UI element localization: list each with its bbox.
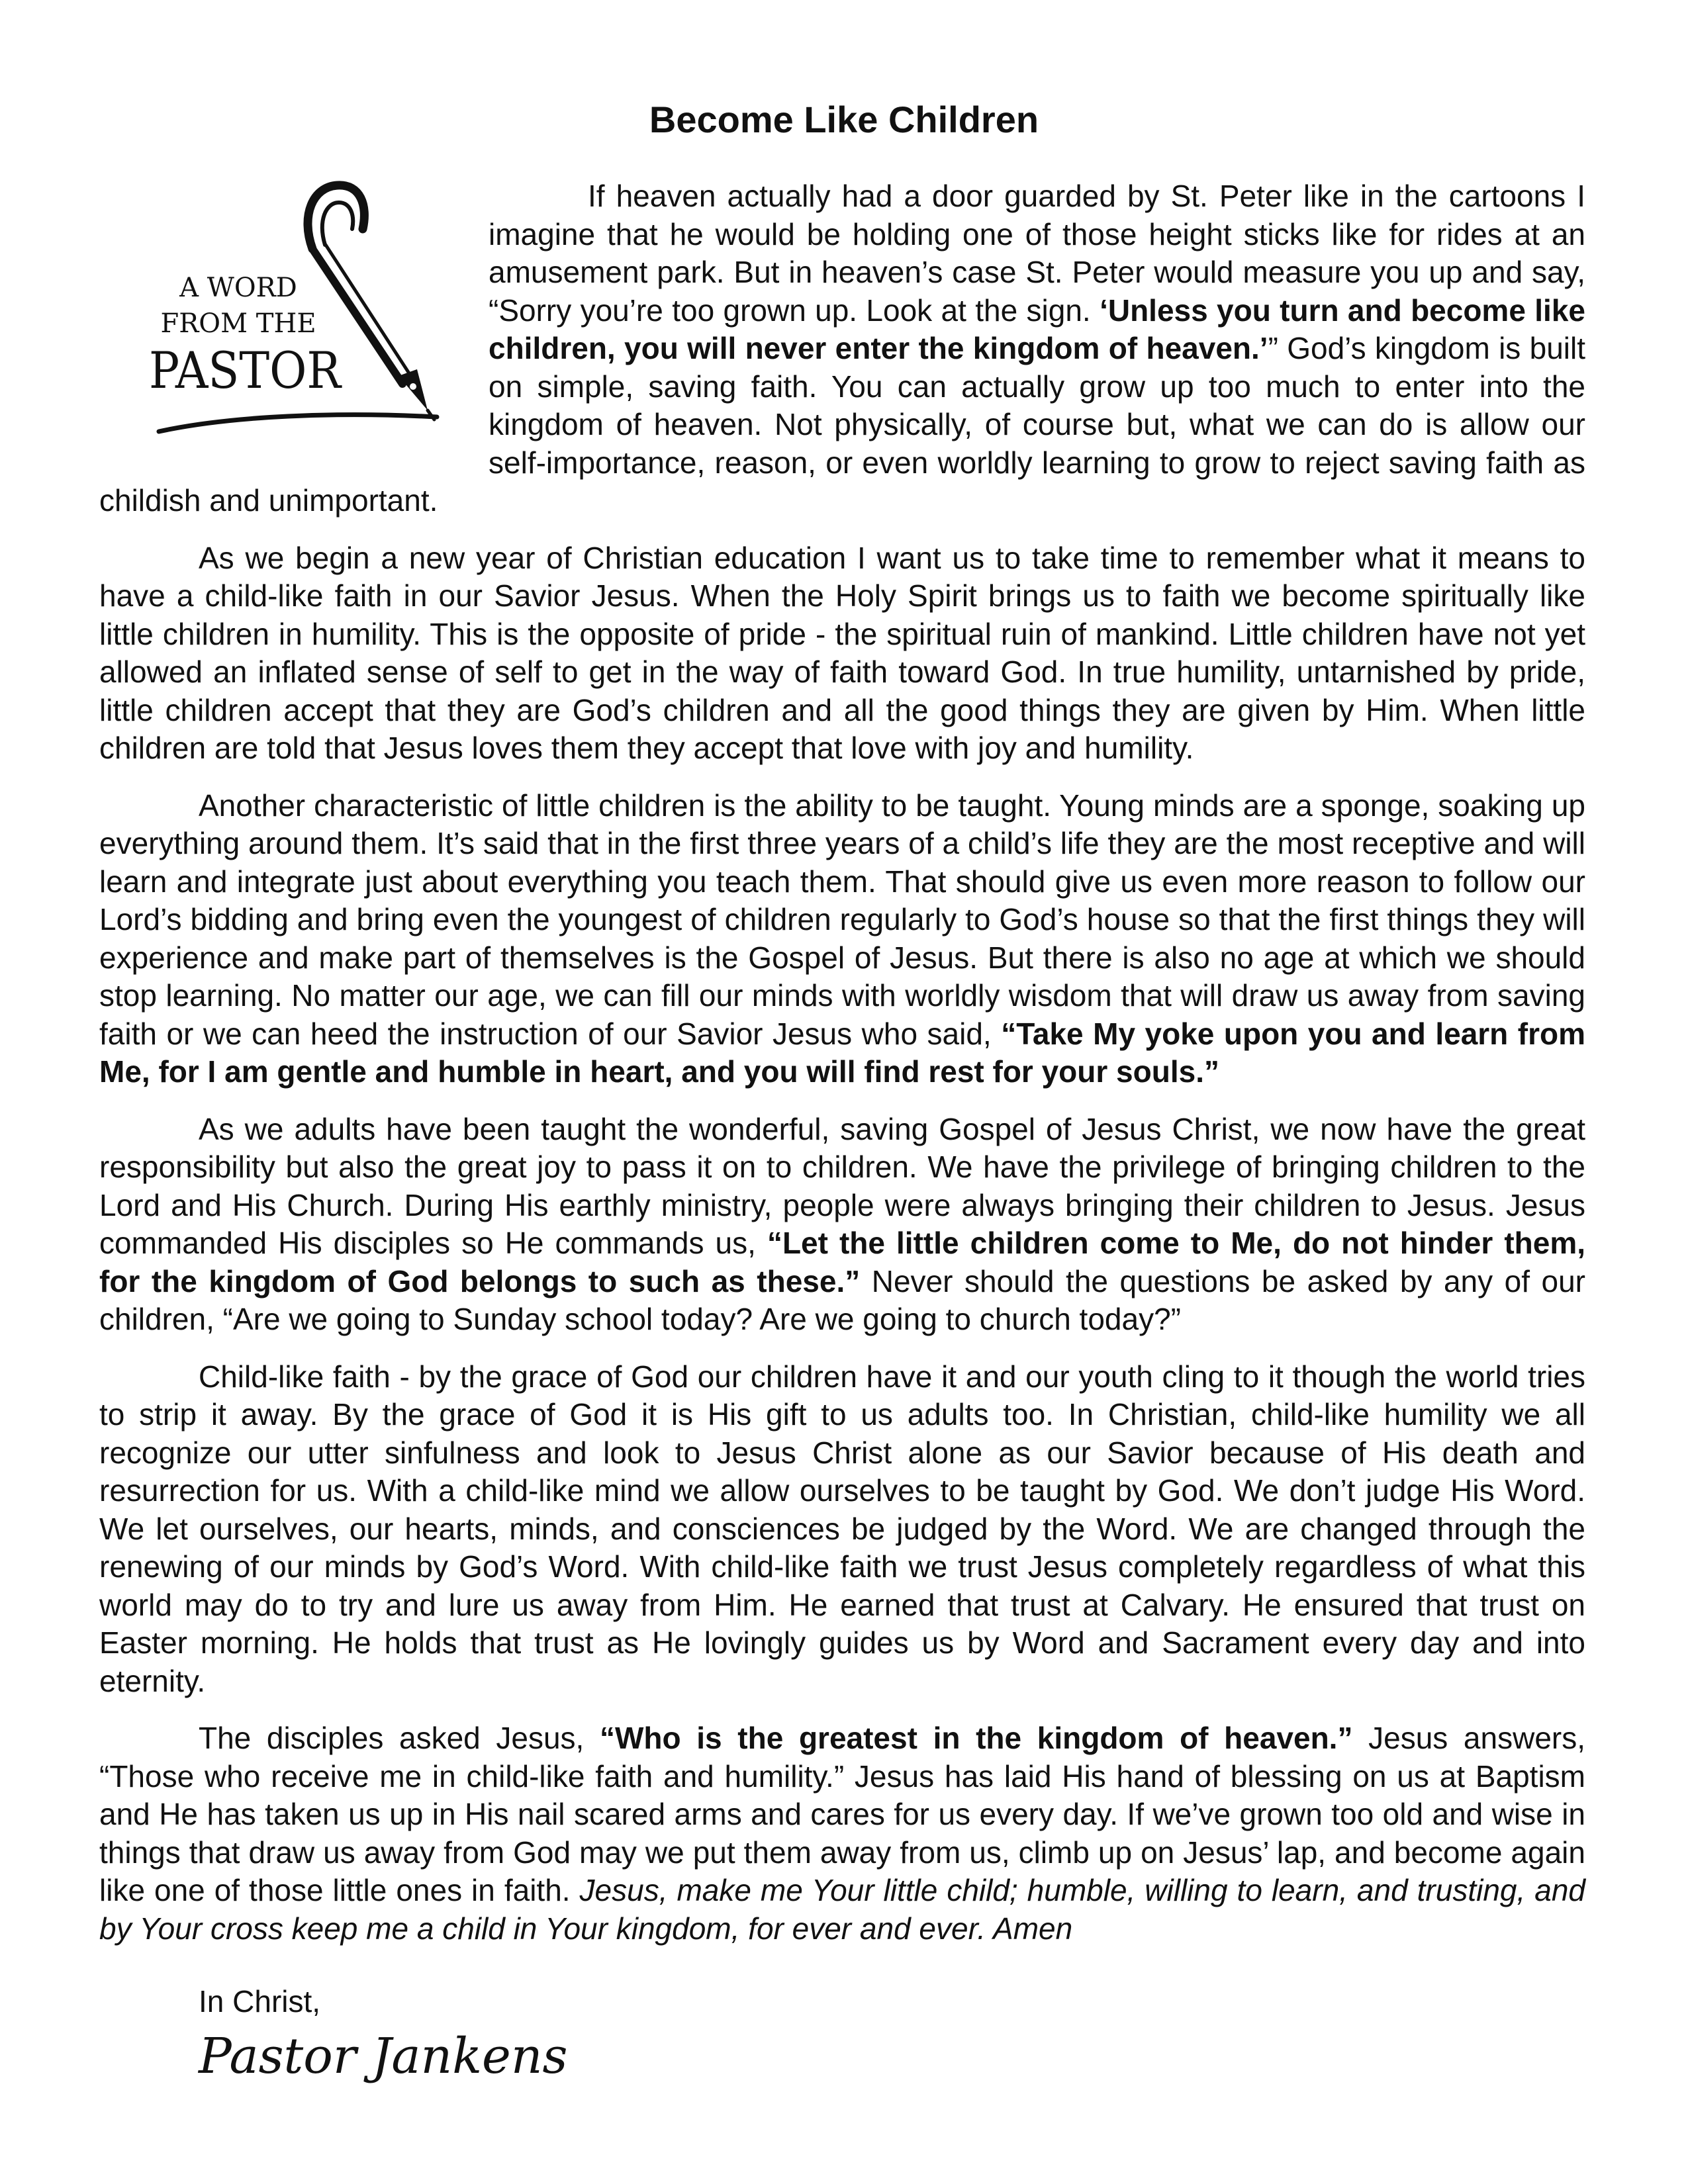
paragraph-6-bold-quote: “Who is the greatest in the kingdom of heaven.” xyxy=(600,1721,1353,1755)
paragraph-1-text-a: If heaven actually had a door guarded by St. Peter like in the cartoons I imagine that he would be holding one of those height sticks like for rides at an amusement park. But in heaven’s case St. Peter would measure you up and say, “Sorry you’re too grown up. Look at the sign. xyxy=(489,179,1585,328)
paragraph-3 xyxy=(99,787,1585,1091)
paragraph-5 xyxy=(99,1358,1585,1701)
paragraph-1-text-b: ” God’s kingdom is built on simple, saving faith. You can actually grow up too much to enter into the kingdom of heaven. Not physically, of course but, what we can do is allow our self-importance, reason, or even worldly learning to grow to reject saving faith as childish and unimportant. xyxy=(99,331,1586,518)
paragraph-3-bold-quote: “Take My yoke upon you and learn from Me, for I am gentle and humble in heart, and you will find rest for your souls.” xyxy=(99,1016,1586,1089)
logo-line-3: PASTOR xyxy=(149,341,343,400)
article-title: Become Like Children xyxy=(649,99,1039,140)
paragraph-1-bold-quote: ‘Unless you turn and become like children, you will never enter the kingdom of heaven.’ xyxy=(489,293,1585,365)
paragraph-6 xyxy=(99,1719,1585,1948)
paragraph-2-text: As we begin a new year of Christian education I want us to take time to remember what it means to have a child-like faith in our Savior Jesus. When the Holy Spirit brings us to faith we become spiritually like little children in humility. This is the opposite of pride - the spiritual ruin of mankind. Little children have not yet allowed an inflated sense of self to get in the way of faith toward God. In true humility, untarnished by pride, little children accept that they are God’s children and all the good things they are given by Him. When little children are told that Jesus loves them they accept that love with joy and humility. xyxy=(99,540,1585,765)
paragraph-4-text-b: Never should the questions be asked by any of our children, “Are we going to Sunday school today? Are we going to church today?” xyxy=(99,1263,1585,1336)
logo-line-1: A WORD xyxy=(179,273,297,303)
paragraph-6-prayer: Jesus, make me Your little child; humble, willing to learn, and trusting, and by Your cross keep me a child in Your kingdom, for ever and ever. Amen xyxy=(99,1873,1585,1946)
closing-salutation: In Christ, xyxy=(199,1984,321,2019)
paragraph-6-text-a: The disciples asked Jesus, xyxy=(199,1721,600,1755)
paragraph-5-text: Child-like faith - by the grace of God our children have it and our youth cling to it though the world tries to strip it away. By the grace of God it is His gift to us adults too. In Christian, child-like humility we all recognize our utter sinfulness and look to Jesus Christ alone as our Savior because of His death and resurrection for us. With a child-like mind we allow ourselves to be taught by God. We don’t judge His Word. We let ourselves, our hearts, minds, and consciences be judged by the Word. We are changed through the renewing of our minds by God’s Word. With child-like faith we trust Jesus completely regardless of what this world may do to try and lure us away from Him. He earned that trust at Calvary. He ensured that trust on Easter morning. He holds that trust as He lovingly guides us by Word and Sacrament every day and into eternity. xyxy=(99,1359,1585,1698)
word-from-the-pastor-logo xyxy=(139,177,470,455)
logo-line-2: FROM THE xyxy=(160,308,316,339)
paragraph-3-text: Another characteristic of little children is the ability to be taught. Young minds are a sponge, soaking up everything around them. It’s said that in the first three years of a child’s life they are the most receptive and will learn and integrate just about everything you teach them. That should give us even more reason to follow our Lord’s bidding and bring even the youngest of children regularly to God’s house so that the first things they will experience and make part of themselves is the Gospel of Jesus. But there is also no age at which we should stop learning. No matter our age, we can fill our minds with worldly wisdom that will draw us away from saving faith or we can heed the instruction of our Savior Jesus who said, xyxy=(99,788,1585,1051)
pastor-signature: Pastor Jankens xyxy=(199,2028,568,2085)
paragraph-2 xyxy=(99,539,1585,768)
paragraph-6-text-b: Jesus answers, “Those who receive me in child-like faith and humility.” Jesus has laid His hand of blessing on us at Baptism and He has taken us up in His nail scared arms and cares for us every day. If we’ve grown too old and wise in things that draw us away from God may we put them away from us, climb up on Jesus’ lap, and become again like one of those little ones in faith. xyxy=(99,1721,1585,1907)
article-body xyxy=(99,177,1585,1967)
paragraph-4 xyxy=(99,1111,1585,1339)
paragraph-4-bold-quote: “Let the little children come to Me, do not hinder them, for the kingdom of God belongs to such as these.” xyxy=(99,1226,1585,1298)
paragraph-4-text-a: As we adults have been taught the wonderful, saving Gospel of Jesus Christ, we now have the great responsibility but also the great joy to pass it on to children. We have the privilege of bringing children to the Lord and His Church. During His earthly ministry, people were always bringing their children to Jesus. Jesus commanded His disciples so He commands us, xyxy=(99,1111,1585,1260)
